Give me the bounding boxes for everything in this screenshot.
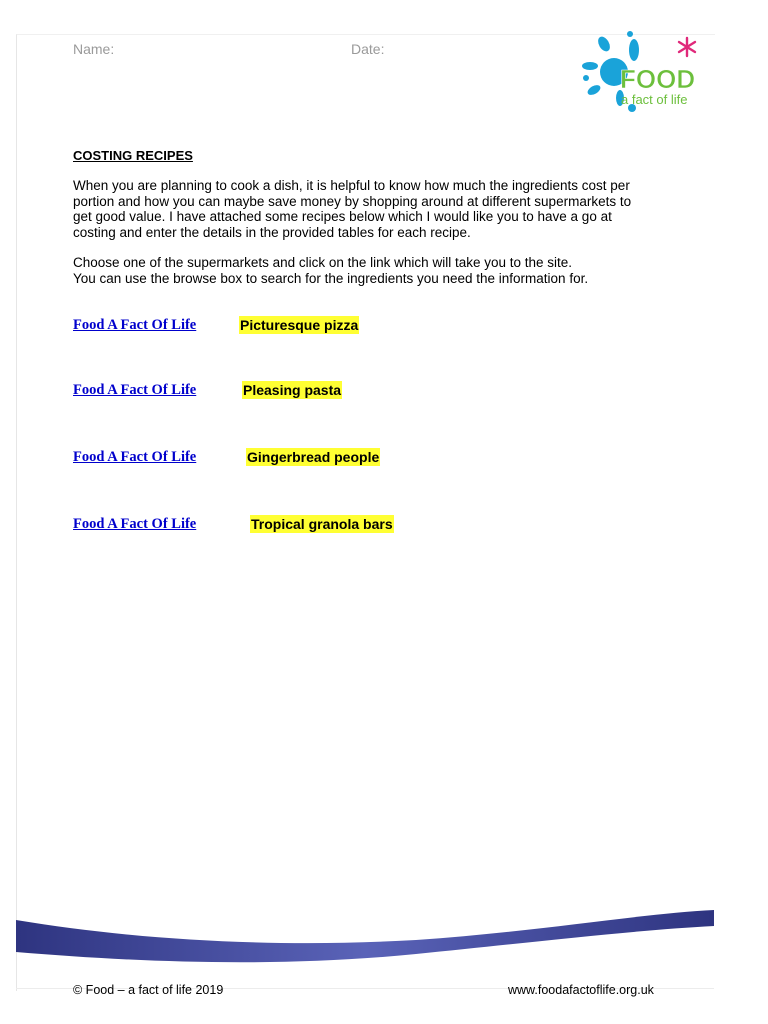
star-icon: [679, 38, 695, 56]
footer-website[interactable]: www.foodafactoflife.org.uk: [508, 983, 654, 997]
recipe-label: Tropical granola bars: [251, 516, 393, 532]
instructions-paragraph: [73, 255, 673, 286]
footer-copyright: © Food – a fact of life 2019: [73, 983, 224, 997]
food-fact-link[interactable]: Food A Fact Of Life: [73, 516, 197, 532]
food-a-fact-of-life-logo: [580, 30, 714, 120]
document-title: COSTING RECIPES: [73, 148, 193, 163]
intro-paragraph: [73, 178, 673, 240]
date-label: Date:: [351, 41, 385, 57]
recipe-label: Pleasing pasta: [243, 382, 342, 398]
instructions-line: Choose one of the supermarkets and click on the link which will take you to the site.: [73, 255, 573, 270]
recipe-label: Picturesque pizza: [240, 317, 359, 333]
intro-line: get good value. I have attached some recipes below which I would like you to have a go at: [73, 209, 612, 224]
intro-line: costing and enter the details in the provided tables for each recipe.: [73, 224, 471, 240]
food-fact-link[interactable]: Food A Fact Of Life: [73, 382, 197, 398]
food-fact-link[interactable]: Food A Fact Of Life: [73, 449, 197, 465]
name-label: Name:: [73, 41, 115, 57]
food-fact-link[interactable]: Food A Fact Of Life: [73, 317, 197, 333]
instructions-line: You can use the browse box to search for the ingredients you need the information for.: [73, 270, 589, 286]
recipe-label: Gingerbread people: [247, 449, 380, 465]
intro-line: When you are planning to cook a dish, it is helpful to know how much the ingredients cost per: [73, 178, 630, 193]
logo-word: FOOD: [620, 64, 696, 94]
intro-line: portion and how you can maybe save money by shopping around at different supermarkets to: [73, 193, 632, 209]
logo-tagline: a fact of life: [621, 92, 688, 107]
footer-wave: [16, 900, 714, 980]
